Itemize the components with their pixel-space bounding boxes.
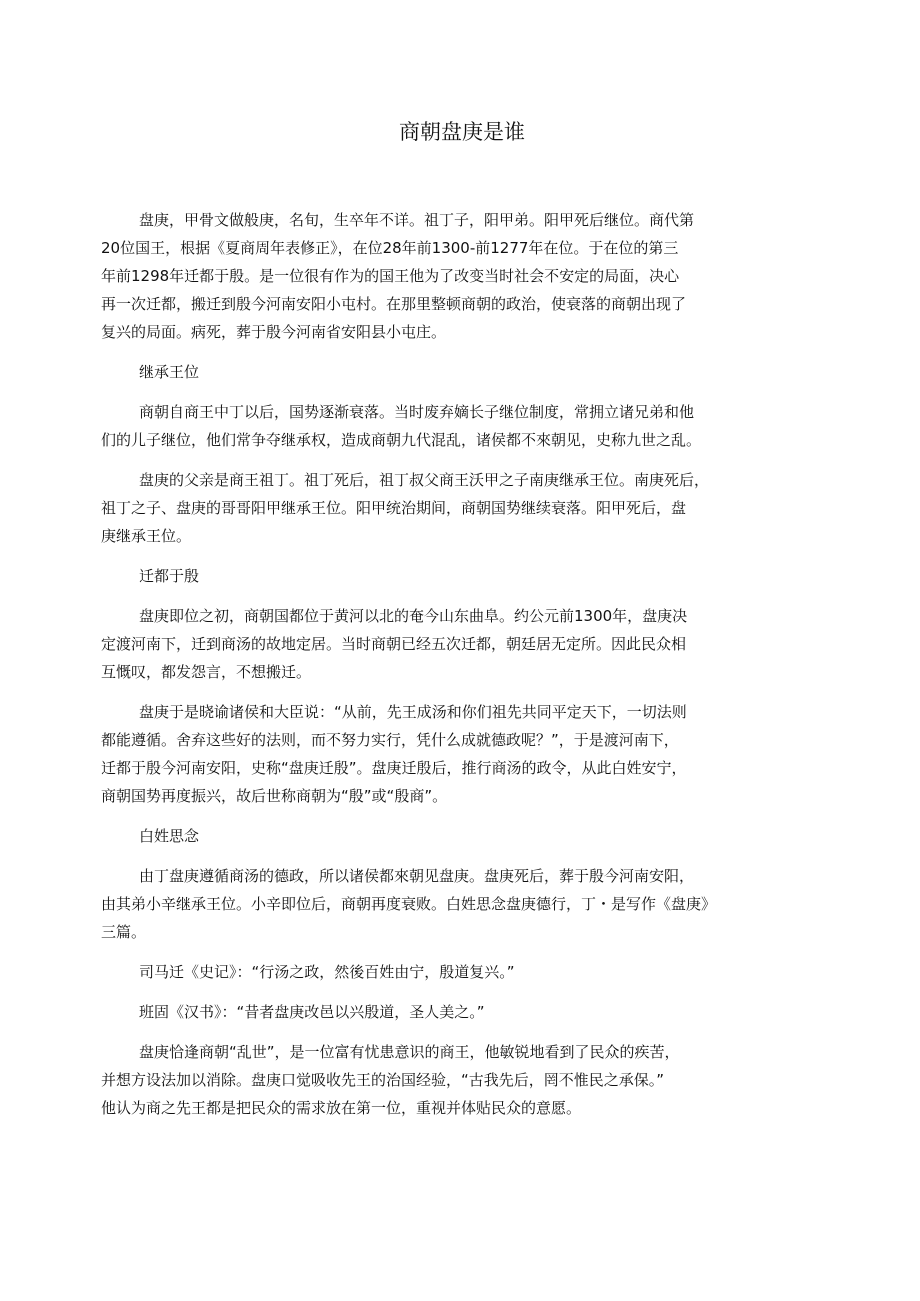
paragraph — [101, 862, 761, 946]
paragraph-line: 盘庚，甲骨文做般庚，名旬，生卒年不详。祖丁子，阳甲弟。阳甲死后继位。商代第 — [139, 211, 695, 229]
paragraph — [101, 958, 761, 986]
paragraph-line: 盘庚恰逢商朝“乱世”，是一位富有忧患意识的商王，他敏锐地看到了民众的疾苦， — [139, 1043, 680, 1061]
document-body — [101, 206, 761, 1134]
paragraph-line: 年前1298年迁都于殷。是一位很有作为的国王他为了改变当时社会不安定的局面，决心 — [101, 267, 680, 285]
paragraph — [101, 602, 761, 686]
paragraph-line: 商朝国势再度振兴，故后世称商朝为“殷”或“殷商”。 — [101, 787, 448, 805]
paragraph-line: 盘庚即位之初，商朝国都位于黄河以北的奄今山东曲阜。约公元前1300年，盘庚决 — [139, 607, 688, 625]
section-heading: 继承王位 — [139, 363, 200, 381]
paragraph-line: 由其弟小辛继承王位。小辛即位后，商朝再度衰败。白姓思念盘庚德行，丁・是写作《盘庚》 — [101, 895, 717, 913]
paragraph-line: 盘庚于是晓谕诸侯和大臣说：“从前，先王成汤和你们祖先共同平定天下，一切法则 — [139, 703, 687, 721]
paragraph-line: 迁都于殷今河南安阳，史称“盘庚迁殷”。盘庚迁殷后，推行商汤的政令，从此白姓安宁， — [101, 759, 687, 777]
paragraph-line: 祖丁之子、盘庚的哥哥阳甲继承王位。阳甲统治期间，商朝国势继续衰落。阳甲死后，盘 — [101, 499, 687, 517]
paragraph — [101, 698, 761, 810]
paragraph-line: 复兴的局面。病死，葬于殷今河南省安阳县小屯庄。 — [101, 323, 447, 341]
paragraph — [101, 998, 761, 1026]
paragraph — [101, 398, 761, 454]
paragraph-line: 庚继承王位。 — [101, 527, 192, 545]
paragraph-line: 由丁盘庚遵循商汤的德政，所以诸侯都來朝见盘庚。盘庚死后，葬于殷今河南安阳， — [139, 867, 695, 885]
paragraph-line: 20位国王，根据《夏商周年表修正》，在位28年前1300-前1277年在位。于在位的第三 — [101, 239, 679, 257]
paragraph-line: 定渡河南下，迁到商汤的故地定居。当时商朝已经五次迁都，朝廷居无定所。因此民众相 — [101, 635, 687, 653]
document-title: 商朝盘庚是谁 — [399, 120, 525, 144]
paragraph-line: 盘庚的父亲是商王祖丁。祖丁死后，祖丁叔父商王沃甲之子南庚继承王位。南庚死后， — [139, 471, 710, 489]
paragraph-line: 班固《汉书》：“昔者盘庚改邑以兴殷道，圣人美之。” — [139, 1003, 485, 1021]
paragraph — [101, 1038, 761, 1122]
paragraph-line: 互慨叹，都发怨言，不想搬迁。 — [101, 663, 312, 681]
paragraph-line: 并想方设法加以消除。盘庚口觉吸收先王的治国经验，“古我先后，罔不惟民之承保。” — [101, 1071, 665, 1089]
paragraph-line: 三篇。 — [101, 923, 147, 941]
section-heading: 迁都于殷 — [139, 567, 200, 585]
paragraph — [101, 466, 761, 550]
paragraph — [101, 206, 761, 346]
paragraph-line: 们的儿子继位，他们常争夺继承权，造成商朝九代混乱，诸侯都不來朝见，史称九世之乱。 — [101, 431, 702, 449]
paragraph-line: 都能遵循。舍弃这些好的法则，而不努力实行，凭什么成就德政呢？”，于是渡河南下， — [101, 731, 679, 749]
section-heading: 白姓思念 — [139, 827, 200, 845]
paragraph-line: 司马迁《史记》：“行汤之政，然後百姓由宁，殷道复兴。” — [139, 963, 515, 981]
paragraph-line: 商朝自商王中丁以后，国势逐渐衰落。当时废弃嫡长子继位制度，常拥立诸兄弟和他 — [139, 403, 695, 421]
paragraph-line: 他认为商之先王都是把民众的需求放在第一位，重视并体贴民众的意愿。 — [101, 1099, 582, 1117]
paragraph-line: 再一次迁都，搬迁到殷今河南安阳小屯村。在那里整顿商朝的政治，使衰落的商朝出现了 — [101, 295, 687, 313]
